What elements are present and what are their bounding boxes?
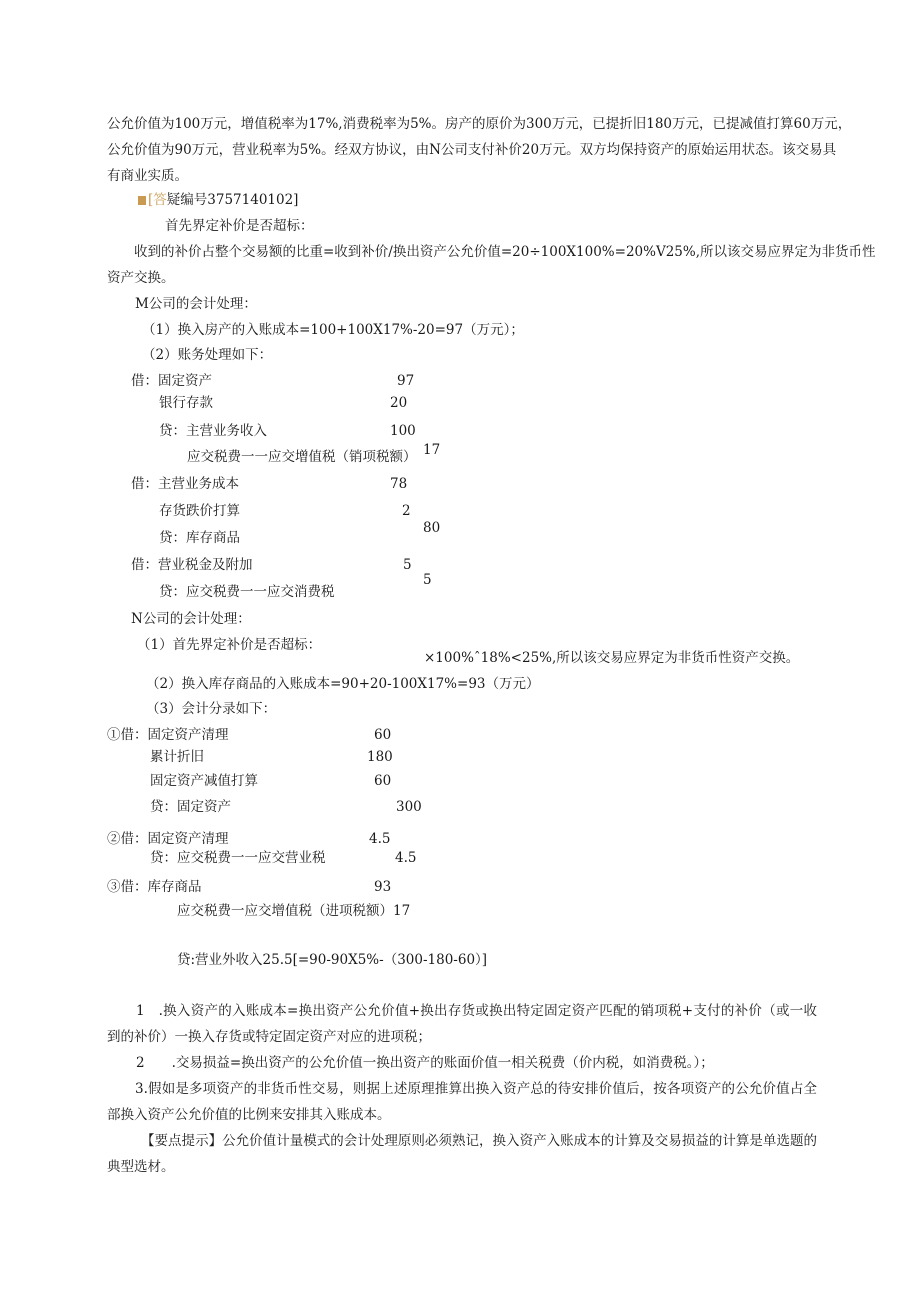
note-2: 2 .交易损益=换出资产的公允价值一换出资产的账面价值一相关税费（价内税，如消费税。）； bbox=[136, 1055, 714, 1071]
intro-line-1: 公允价值为100万元，增值税率为17%,消费税率为5%。房产的原价为300万元，已提折旧180万元，已提减值打算60万元， bbox=[107, 116, 852, 132]
answer-tag-bracket: [答 bbox=[148, 192, 167, 208]
answer-tag-code: 疑编号3757140102] bbox=[166, 192, 299, 208]
n-a-depreciation-amount: 180 bbox=[367, 749, 393, 765]
first-check: 首先界定补价是否超标： bbox=[165, 218, 314, 234]
n-b-debit: ②借：固定资产清理 bbox=[107, 831, 229, 847]
note-3: 3.假如是多项资产的非货币性交易，则据上述原理推算出换入资产总的待安排价值后，按各项资产的公允价值占全部换入资产公允价值的比例来安排其入账成本。 bbox=[107, 1081, 817, 1123]
m-e1-credit-amount: 100 bbox=[390, 423, 416, 439]
m-e3-credit: 贷：应交税费一一应交消费税 bbox=[159, 584, 335, 600]
ratio-line-1: 收到的补价占整个交易额的比重=收到补价/换出资产公允价值=20÷100X100%=20%V25%,所以该交易应界定为非货币性 bbox=[134, 244, 876, 260]
m-e1-credit: 贷：主营业务收入 bbox=[159, 423, 267, 439]
n-c-debit-amount: 93 bbox=[374, 879, 392, 895]
n-a-impairment-amount: 60 bbox=[374, 773, 392, 789]
m-e1-tax-amount: 17 bbox=[423, 442, 441, 458]
m-e1-bank: 银行存款 bbox=[159, 395, 213, 411]
n-step-3: （3）会计分录如下： bbox=[146, 701, 277, 717]
n-c-tax: 应交税费一应交增值税（进项税额）17 bbox=[177, 903, 411, 919]
n-step-2: （2）换入库存商品的入账成本=90+20-100X17%=93（万元） bbox=[146, 676, 540, 692]
n-step-1: （1）首先界定补价是否超标： bbox=[137, 637, 322, 653]
key-tip: 【要点提示】公允价值计量模式的会计处理原则必须熟记，换入资产入账成本的计算及交易损益的计算是单选题的典型选材。 bbox=[107, 1133, 817, 1175]
m-e2-debit: 借：主营业务成本 bbox=[131, 476, 239, 492]
n-section-title: N公司的会计处理： bbox=[131, 611, 251, 627]
n-a-impairment: 固定资产减值打算 bbox=[150, 773, 258, 789]
n-b-credit: 贷：应交税费一一应交营业税 bbox=[150, 850, 326, 866]
intro-line-3: 有商业实质。 bbox=[107, 168, 188, 184]
n-a-debit-amount: 60 bbox=[374, 727, 392, 743]
m-e1-debit-amount: 97 bbox=[397, 373, 415, 389]
n-b-debit-amount: 4.5 bbox=[369, 831, 391, 847]
n-a-depreciation: 累计折旧 bbox=[150, 749, 204, 765]
m-e2-debit-amount: 78 bbox=[390, 476, 408, 492]
n-a-credit-amount: 300 bbox=[396, 799, 422, 815]
note-1: 1 .换入资产的入账成本=换出资产公允价值+换出存货或换出特定固定资产匹配的销项税+支付的补价（或一收到的补价）一换入存货或特定固定资产对应的进项税； bbox=[107, 1003, 817, 1045]
ratio-line-2: 资产交换。 bbox=[107, 270, 175, 286]
m-e2-credit: 贷：库存商品 bbox=[159, 530, 240, 546]
m-e3-credit-amount: 5 bbox=[423, 572, 432, 588]
m-step-2: （2）账务处理如下： bbox=[142, 347, 273, 363]
m-e3-debit-amount: 5 bbox=[403, 557, 412, 573]
m-e2-impairment-amount: 2 bbox=[402, 503, 411, 519]
n-c-credit: 贷:营业外收入25.5[=90-90X5%-（300-180-60）] bbox=[177, 952, 488, 968]
marker-icon bbox=[138, 196, 146, 205]
answer-tag bbox=[138, 191, 298, 209]
n-c-debit: ③借：库存商品 bbox=[107, 879, 202, 895]
m-e3-debit: 借：营业税金及附加 bbox=[131, 557, 253, 573]
m-e2-credit-amount: 80 bbox=[423, 520, 441, 536]
m-e1-bank-amount: 20 bbox=[390, 395, 408, 411]
n-a-debit: ①借：固定资产清理 bbox=[107, 727, 229, 743]
n-b-credit-amount: 4.5 bbox=[395, 850, 417, 866]
m-e2-impairment: 存货跌价打算 bbox=[159, 503, 240, 519]
n-a-credit: 贷：固定资产 bbox=[150, 799, 231, 815]
m-step-1: （1）换入房产的入账成本=100+100X17%-20=97（万元）； bbox=[142, 322, 524, 338]
m-section-title: M公司的会计处理： bbox=[135, 296, 257, 312]
n-step-1-formula: ×100%ˆ18%<25%,所以该交易应界定为非货币性资产交换。 bbox=[424, 650, 800, 666]
m-e1-tax: 应交税费一一应交增值税（销项税额） bbox=[187, 449, 417, 465]
intro-line-2: 公允价值为90万元，营业税率为5%。经双方协议，由N公司支付补价20万元。双方均保持资产的原始运用状态。该交易具 bbox=[107, 142, 837, 158]
m-e1-debit: 借：固定资产 bbox=[131, 373, 212, 389]
